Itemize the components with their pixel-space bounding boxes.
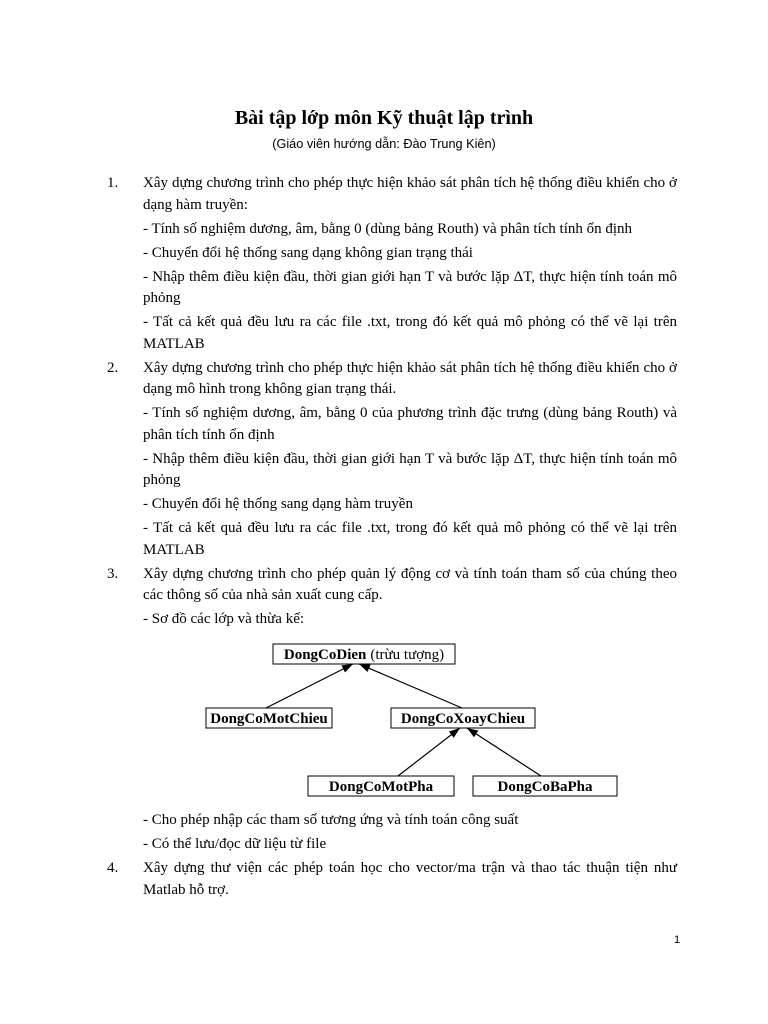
class-name: DongCoXoayChieu — [400, 711, 526, 728]
class-box-dongcomotchieu — [206, 708, 332, 728]
text-line: - Tất cả kết quả đều lưu ra các file .txt, trong đó kết quả mô phỏng có thể vẽ lại trên — [143, 314, 678, 331]
text-line: Xây dựng chương trình cho phép thực hiện khảo sát phân tích hệ thống điều khiển cho ở — [143, 175, 677, 192]
text-line: - Cho phép nhập các tham số tương ứng và tính toán công suất — [143, 812, 519, 829]
assignment-item-3 — [107, 564, 677, 856]
text-line: Xây dựng thư viện các phép toán học cho vector/ma trận và thao tác thuận tiện như — [143, 860, 678, 877]
inheritance-arrow-dongcomotpha-to-dongcoxoaychieu — [398, 728, 460, 776]
item-description — [143, 858, 677, 901]
text-line: - Chuyển đổi hệ thống sang dạng hàm truyền — [143, 496, 413, 513]
text-line: Matlab hỗ trợ. — [143, 881, 229, 898]
sub-item — [143, 810, 677, 832]
item-number: 3. — [107, 565, 119, 582]
text-line: - Tất cả kết quả đều lưu ra các file .txt, trong đó kết quả mô phỏng có thể vẽ lại trên — [143, 520, 678, 537]
class-inheritance-diagram — [143, 633, 677, 808]
document-title: Bài tập lớp môn Kỹ thuật lập trình — [234, 107, 534, 129]
text-line: - Tính số nghiệm dương, âm, bằng 0 (dùng bảng Routh) và phân tích tính ổn định — [143, 220, 633, 237]
class-name: DongCoMotPha — [328, 779, 434, 796]
text-line: dạng mô hình trong không gian trạng thái. — [143, 381, 397, 398]
text-line: phỏng — [143, 472, 181, 489]
page-number: 1 — [673, 934, 681, 946]
text-line: MATLAB — [143, 541, 205, 558]
inheritance-arrow-dongcoxoaychieu-to-dongcodien — [359, 664, 462, 708]
class-label — [284, 647, 444, 663]
assignment-item-4 — [107, 858, 678, 901]
class-box-dongcoxoaychieu — [391, 708, 535, 728]
text-line: dạng hàm truyền: — [143, 196, 248, 213]
text-line: - Tính số nghiệm dương, âm, bằng 0 của phương trình đặc trưng (dùng bảng Routh) và — [143, 405, 677, 422]
item-number: 4. — [107, 860, 119, 877]
item-description — [143, 173, 677, 216]
item-description — [143, 358, 677, 401]
text-line: Xây dựng chương trình cho phép thực hiện khảo sát phân tích hệ thống điều khiển cho ở — [143, 359, 677, 376]
assignment-item-1 — [107, 173, 678, 355]
text-line: phỏng — [143, 290, 181, 307]
sub-item — [143, 312, 677, 355]
item-number: 1. — [107, 175, 119, 192]
class-box-dongcomotpha — [308, 776, 454, 796]
inheritance-arrow-dongcomotchieu-to-dongcodien — [266, 664, 353, 708]
sub-item — [143, 449, 677, 492]
assignment-item-2 — [107, 358, 678, 562]
text-line: - Có thể lưu/đọc dữ liệu từ file — [143, 836, 327, 853]
text-line: MATLAB — [143, 335, 205, 352]
inheritance-arrow-dongcobapha-to-dongcoxoaychieu — [467, 728, 541, 776]
class-note: (trừu tượng) — [370, 647, 445, 664]
sub-item — [143, 494, 677, 516]
assignment-list — [107, 173, 678, 901]
sub-item — [143, 267, 677, 310]
sub-item — [143, 219, 677, 241]
class-name: DongCoDien — [283, 647, 367, 664]
class-box-dongcodien — [273, 644, 455, 664]
class-name: DongCoBaPha — [497, 779, 593, 796]
sub-item — [143, 243, 677, 265]
item-description — [143, 564, 677, 607]
text-line: - Chuyển đổi hệ thống sang dạng không gian trạng thái — [143, 244, 473, 261]
sub-item — [143, 403, 677, 446]
text-line: - Sơ đồ các lớp và thừa kế: — [143, 611, 305, 628]
text-line: - Nhập thêm điều kiện đầu, thời gian giới hạn T và bước lặp ΔT, thực hiện tính toán mô — [143, 450, 677, 467]
sub-item — [143, 609, 677, 631]
text-line: - Nhập thêm điều kiện đầu, thời gian giới hạn T và bước lặp ΔT, thực hiện tính toán mô — [143, 268, 677, 285]
item-number: 2. — [107, 359, 119, 376]
sub-item — [143, 518, 677, 561]
class-diagram-canvas — [143, 633, 677, 808]
class-name: DongCoMotChieu — [210, 711, 328, 728]
document-subtitle: (Giáo viên hướng dẫn: Đào Trung Kiên) — [272, 137, 496, 151]
text-line: các thông số của nhà sản xuất cung cấp. — [143, 587, 383, 604]
sub-item — [143, 834, 677, 856]
text-line: phân tích tính ổn định — [143, 426, 275, 443]
class-box-dongcobapha — [473, 776, 617, 796]
text-line: Xây dựng chương trình cho phép quản lý động cơ và tính toán tham số của chúng theo — [143, 565, 677, 582]
